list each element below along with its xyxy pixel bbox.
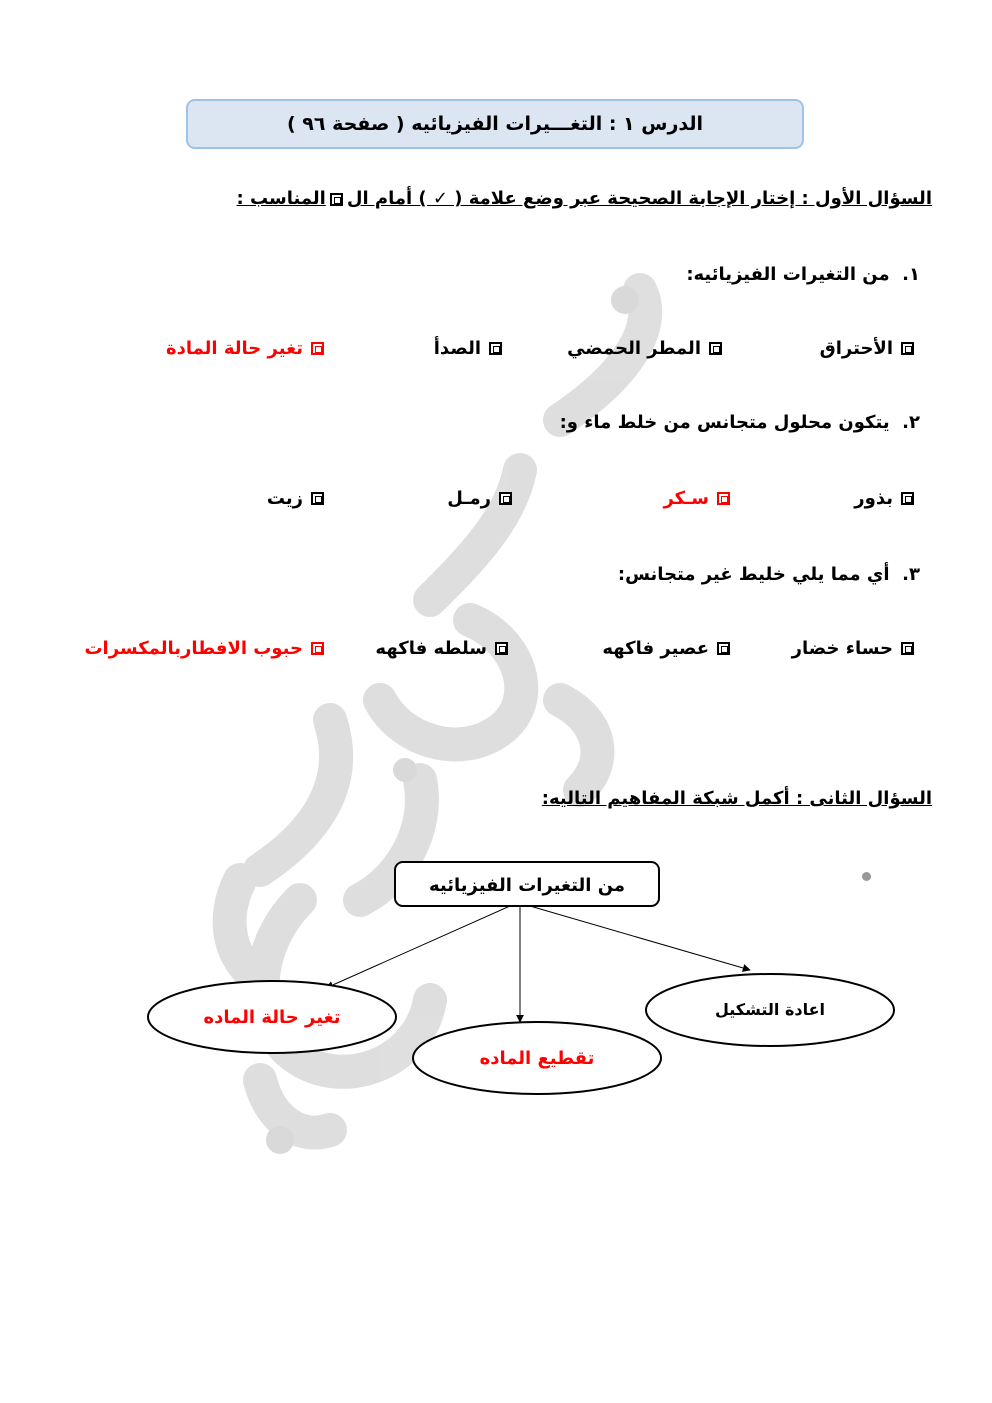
checkbox-icon[interactable] xyxy=(311,492,324,505)
node-3-label: اعادة التشكيل xyxy=(714,1000,826,1019)
option-2-2-correct[interactable]: سـكر xyxy=(663,488,730,509)
question-2-heading: السؤال الثانى : أكمل شبكة المفاهيم التاليه: xyxy=(541,788,932,809)
checkbox-icon[interactable] xyxy=(717,642,730,655)
option-3-2[interactable]: عصير فاكهه xyxy=(602,638,730,659)
node-2-label: تقطيع الماده xyxy=(479,1048,595,1069)
checkbox-icon[interactable] xyxy=(709,342,722,355)
checkbox-icon[interactable] xyxy=(489,342,502,355)
option-3-1[interactable]: حساء خضار xyxy=(792,638,914,659)
question-1-heading: السؤال الأول : إختار الإجابة الصحيحة عبر وضع علامة ( ✓ ) أمام الالمناسب : xyxy=(236,188,932,209)
checkbox-icon[interactable] xyxy=(499,492,512,505)
arrow-to-node-1 xyxy=(326,906,510,988)
checkbox-icon[interactable] xyxy=(901,492,914,505)
arrow-to-node-3 xyxy=(530,906,750,970)
checkbox-icon xyxy=(330,193,343,206)
option-2-1[interactable]: بذور xyxy=(854,488,914,509)
lesson-title: الدرس ١ : التغـــيرات الفيزيائيه ( صفحة ٩٦ ) xyxy=(286,113,704,135)
question-1-item-3: ٣. أي مما يلي خليط غير متجانس: xyxy=(617,564,920,585)
option-1-4-correct[interactable]: تغير حالة المادة xyxy=(166,338,324,359)
option-3-3[interactable]: سلطه فاكهه xyxy=(375,638,508,659)
checkbox-icon[interactable] xyxy=(311,642,324,655)
checkbox-icon[interactable] xyxy=(717,492,730,505)
checkbox-icon[interactable] xyxy=(495,642,508,655)
option-1-1[interactable]: الأحتراق xyxy=(820,338,914,359)
lesson-title-box xyxy=(186,99,804,149)
option-1-2[interactable]: المطر الحمضي xyxy=(567,338,722,359)
checkbox-icon[interactable] xyxy=(311,342,324,355)
root-node-label: من التغيرات الفيزيائيه xyxy=(428,875,626,896)
checkbox-icon[interactable] xyxy=(901,342,914,355)
question-1-item-2: ٢. يتكون محلول متجانس من خلط ماء و: xyxy=(559,412,920,433)
option-2-4[interactable]: زيت xyxy=(267,488,324,509)
checkbox-icon[interactable] xyxy=(901,642,914,655)
option-3-4-correct[interactable]: حبوب الافطاربالمكسرات xyxy=(84,638,324,659)
concept-map xyxy=(0,840,992,1120)
question-1-item-1: ١. من التغيرات الفيزيائيه: xyxy=(686,264,920,285)
option-2-3[interactable]: رمـل xyxy=(447,488,512,509)
node-1-label: تغير حالة الماده xyxy=(203,1007,341,1028)
option-1-3[interactable]: الصدأ xyxy=(434,338,502,359)
